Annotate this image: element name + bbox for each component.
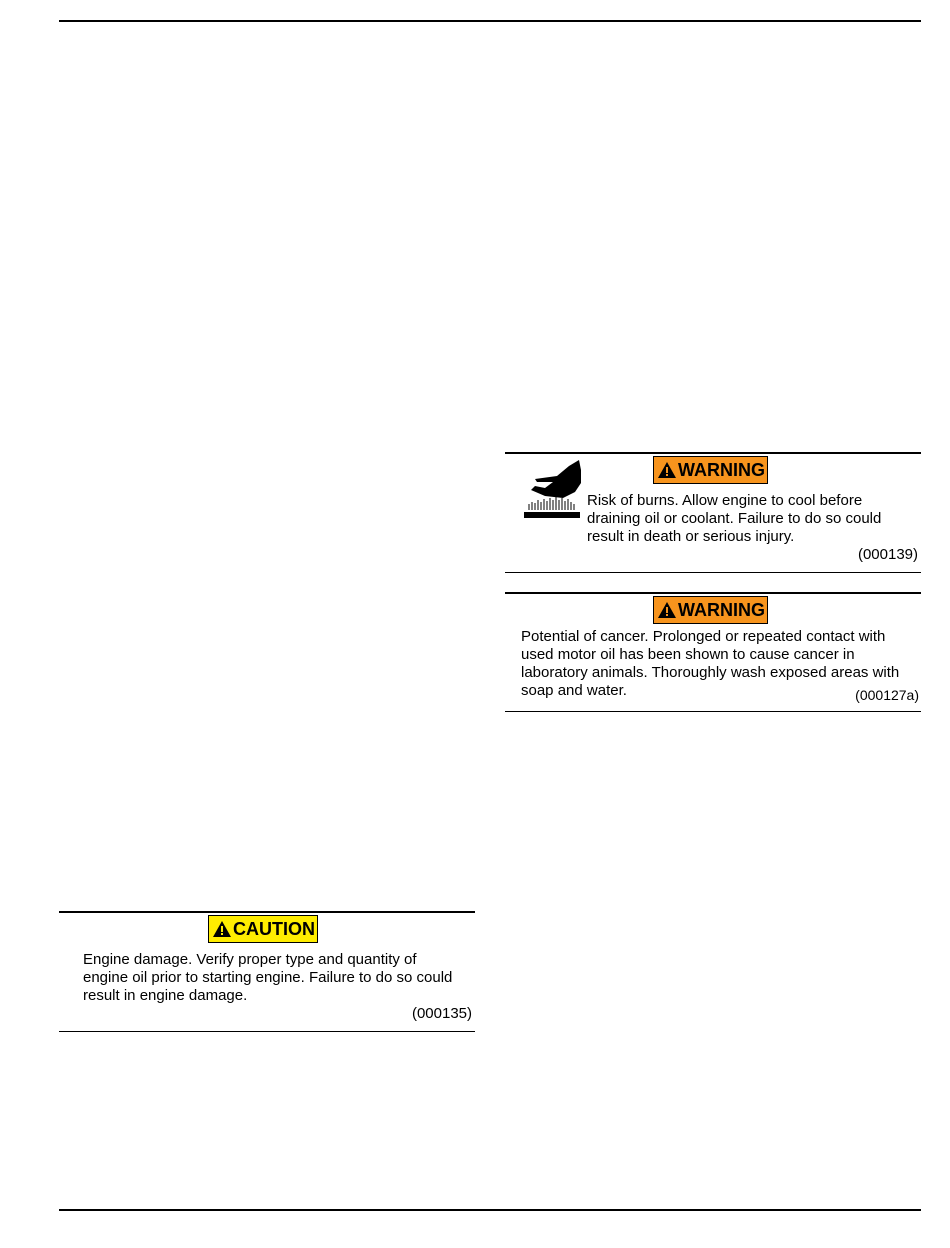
alert-triangle-icon bbox=[212, 920, 232, 938]
hot-surface-hand-icon bbox=[523, 458, 581, 522]
caution-code: (000135) bbox=[411, 1005, 472, 1022]
caution-notice bbox=[59, 911, 475, 1032]
burn-warning-notice bbox=[505, 452, 921, 573]
page-top-rule bbox=[59, 20, 921, 22]
cancer-warning-message: Potential of cancer. Prolonged or repeated contact with used motor oil has been shown to cause cancer in laboratory animals. Thoroughly wash exposed areas with soap and water. bbox=[521, 628, 900, 699]
warning-badge bbox=[653, 456, 768, 484]
burn-warning-message: Risk of burns. Allow engine to cool before draining oil or coolant. Failure to do so could result in death or serious injury. bbox=[587, 492, 882, 545]
caution-label: CAUTION bbox=[233, 919, 315, 939]
warning-badge bbox=[653, 596, 768, 624]
warning-label: WARNING bbox=[678, 600, 765, 620]
caution-message: Engine damage. Verify proper type and quantity of engine oil prior to starting engine. Failure to do so could result in engine damage. bbox=[83, 951, 453, 1004]
burn-warning-code: (000139) bbox=[857, 546, 918, 563]
alert-triangle-icon bbox=[657, 601, 677, 619]
cancer-warning-code: (000127a) bbox=[855, 687, 919, 703]
alert-triangle-icon bbox=[657, 461, 677, 479]
cancer-warning-notice bbox=[505, 592, 921, 712]
warning-label: WARNING bbox=[678, 460, 765, 480]
page-bottom-rule bbox=[59, 1209, 921, 1211]
caution-badge bbox=[208, 915, 318, 943]
